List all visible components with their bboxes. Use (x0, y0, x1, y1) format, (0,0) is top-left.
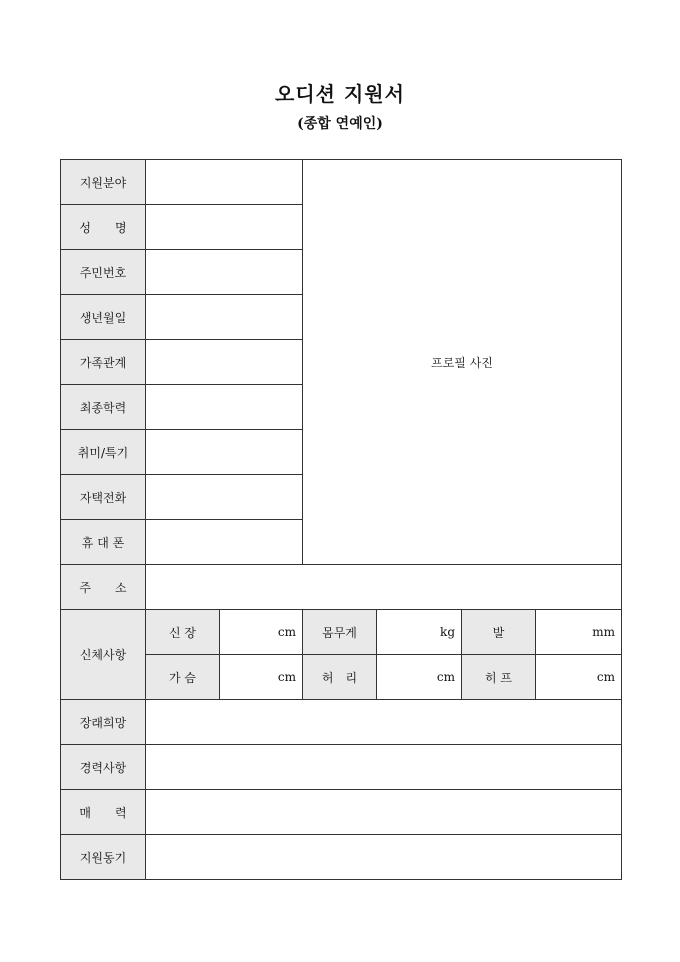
future-label: 장래희망 (61, 700, 146, 745)
chest-input[interactable]: cm (220, 655, 303, 700)
address-label: 주 소 (61, 565, 146, 610)
motivation-input[interactable] (146, 835, 622, 880)
id-number-label: 주민번호 (61, 250, 146, 295)
height-input[interactable]: cm (220, 610, 303, 655)
form-title: 오디션 지원서 (275, 82, 405, 106)
education-input[interactable] (146, 385, 303, 430)
chest-label: 가 슴 (146, 655, 220, 700)
charm-input[interactable] (146, 790, 622, 835)
field-label: 지원분야 (61, 160, 146, 205)
weight-label: 몸무게 (303, 610, 377, 655)
future-input[interactable] (146, 700, 622, 745)
family-input[interactable] (146, 340, 303, 385)
home-phone-input[interactable] (146, 475, 303, 520)
mobile-input[interactable] (146, 520, 303, 565)
hobby-label: 취미/특기 (61, 430, 146, 475)
home-phone-label: 자택전화 (61, 475, 146, 520)
foot-input[interactable]: mm (536, 610, 622, 655)
field-input[interactable] (146, 160, 303, 205)
form-subtitle: (종합 연예인) (297, 116, 383, 132)
motivation-label: 지원동기 (61, 835, 146, 880)
address-input[interactable] (146, 565, 622, 610)
career-input[interactable] (146, 745, 622, 790)
birthdate-label: 생년월일 (61, 295, 146, 340)
application-form-table (60, 159, 622, 880)
hip-input[interactable]: cm (536, 655, 622, 700)
career-label: 경력사항 (61, 745, 146, 790)
foot-label: 발 (462, 610, 536, 655)
body-info-label: 신체사항 (61, 610, 146, 700)
weight-input[interactable]: kg (377, 610, 462, 655)
waist-label: 허 리 (303, 655, 377, 700)
waist-input[interactable]: cm (377, 655, 462, 700)
name-input[interactable] (146, 205, 303, 250)
hobby-input[interactable] (146, 430, 303, 475)
name-label: 성 명 (61, 205, 146, 250)
id-number-input[interactable] (146, 250, 303, 295)
family-label: 가족관계 (61, 340, 146, 385)
birthdate-input[interactable] (146, 295, 303, 340)
hip-label: 히 프 (462, 655, 536, 700)
height-label: 신 장 (146, 610, 220, 655)
education-label: 최종학력 (61, 385, 146, 430)
charm-label: 매 력 (61, 790, 146, 835)
profile-photo-area[interactable]: 프로필 사진 (303, 160, 622, 565)
mobile-label: 휴 대 폰 (61, 520, 146, 565)
